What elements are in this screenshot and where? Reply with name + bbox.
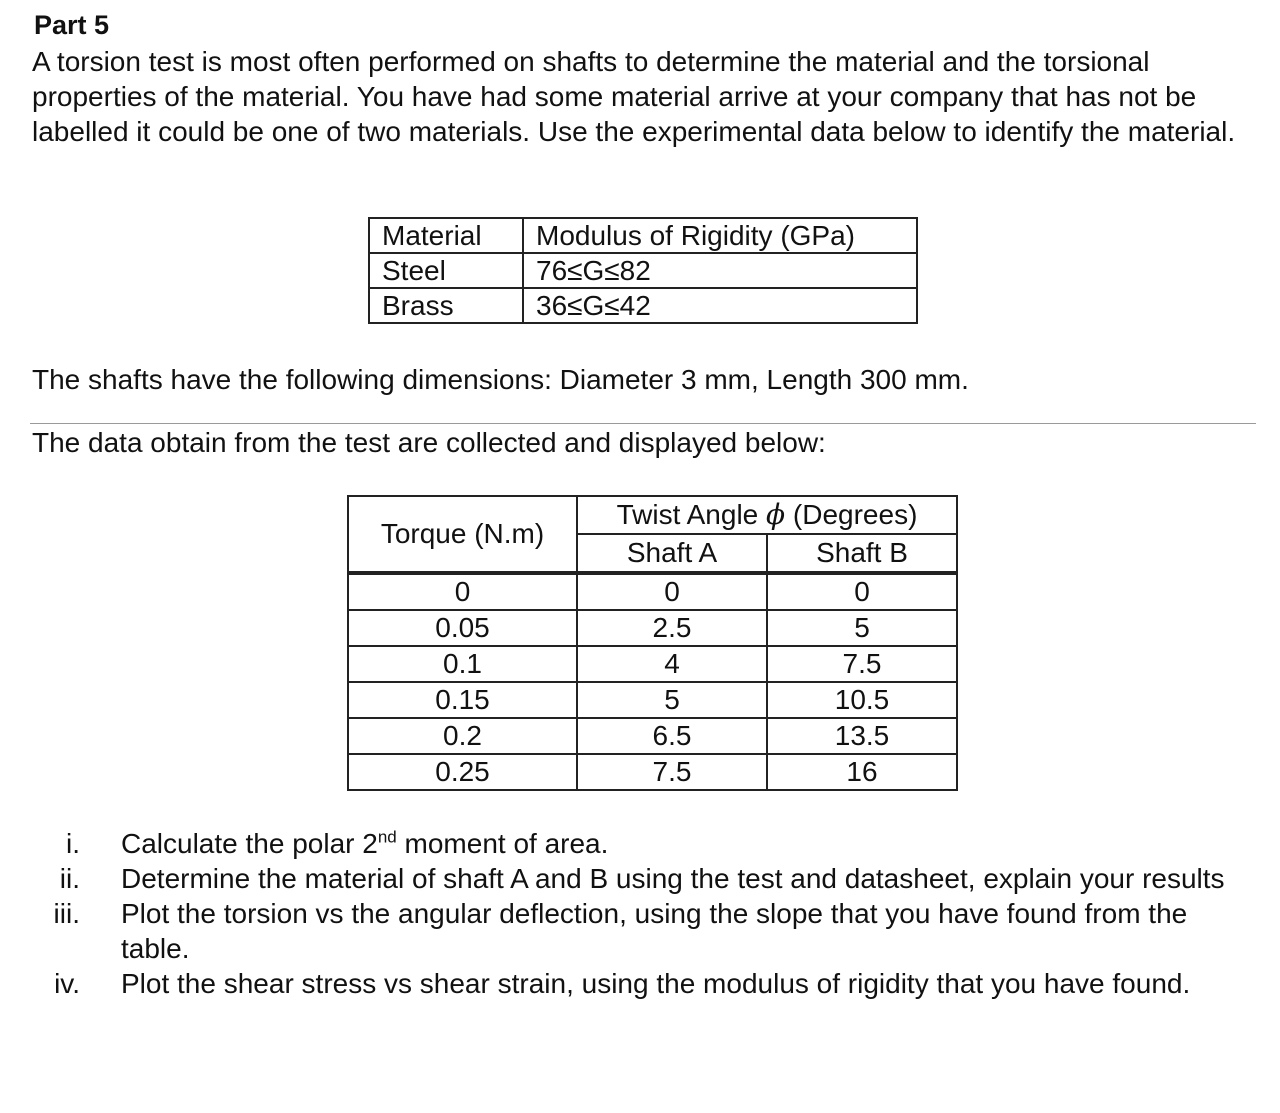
list-item <box>0 966 1280 1001</box>
twist-angle-header <box>577 496 957 534</box>
question-list <box>0 826 1280 1001</box>
table-cell: 6.5 <box>577 718 767 754</box>
table-cell: 7.5 <box>577 754 767 790</box>
table-cell: 0 <box>348 573 577 610</box>
materials-header-material: Material <box>369 218 523 253</box>
table-row <box>348 610 957 646</box>
list-item-text <box>121 966 1251 1001</box>
table-row <box>348 646 957 682</box>
materials-cell: Brass <box>369 288 523 323</box>
table-cell: 0 <box>767 573 957 610</box>
table-cell: 0 <box>577 573 767 610</box>
table-cell: 13.5 <box>767 718 957 754</box>
materials-cell: Steel <box>369 253 523 288</box>
data-intro-text: The data obtain from the test are collected and displayed below: <box>32 427 826 458</box>
list-item-number: iv. <box>54 968 80 999</box>
materials-cell: 36≤G≤42 <box>523 288 917 323</box>
table-row <box>348 754 957 790</box>
table-cell: 16 <box>767 754 957 790</box>
phi-symbol: ϕ <box>766 498 786 531</box>
question-text: Plot the torsion vs the angular deflection, using the slope that you have found from the table. <box>121 898 1188 964</box>
table-cell: 0.05 <box>348 610 577 646</box>
list-item-number: ii. <box>59 863 80 894</box>
list-item-text <box>121 896 1251 966</box>
materials-header-row <box>369 218 917 253</box>
shaft-b-header: Shaft B <box>767 534 957 573</box>
dimensions-text: The shafts have the following dimensions: Diameter 3 mm, Length 300 mm. <box>32 364 969 395</box>
list-item-number: iii. <box>53 898 80 929</box>
list-item <box>0 896 1280 966</box>
table-row <box>348 573 957 610</box>
table-cell: 4 <box>577 646 767 682</box>
table-cell: 7.5 <box>767 646 957 682</box>
materials-row <box>369 253 917 288</box>
materials-table <box>368 217 918 324</box>
list-item-text <box>121 861 1251 896</box>
table-row <box>348 682 957 718</box>
data-header-row <box>348 496 957 534</box>
table-cell: 2.5 <box>577 610 767 646</box>
list-item-text <box>121 826 1251 861</box>
table-cell: 0.2 <box>348 718 577 754</box>
table-cell: 0.15 <box>348 682 577 718</box>
materials-cell: 76≤G≤82 <box>523 253 917 288</box>
superscript: nd <box>377 827 397 847</box>
question-text-suffix: moment of area. <box>396 828 609 859</box>
test-data-table <box>347 495 958 791</box>
materials-row <box>369 288 917 323</box>
materials-header-modulus: Modulus of Rigidity (GPa) <box>523 218 917 253</box>
divider <box>30 423 1256 424</box>
list-item <box>0 826 1280 861</box>
twist-header-suffix: (Degrees) <box>792 499 918 530</box>
question-text: Plot the shear stress vs shear strain, using the modulus of rigidity that you have found. <box>121 968 1191 999</box>
list-item <box>0 861 1280 896</box>
table-cell: 5 <box>577 682 767 718</box>
table-cell: 0.1 <box>348 646 577 682</box>
question-text: Calculate the polar 2 <box>121 828 378 859</box>
shaft-a-header: Shaft A <box>577 534 767 573</box>
table-row <box>348 718 957 754</box>
intro-paragraph: A torsion test is most often performed on shafts to determine the material and the torsional properties of the material. You have had some material arrive at your company that has not be labelled it could be one of two materials. Use the experimental data below to identify the material. <box>32 46 1236 147</box>
twist-header-prefix: Twist Angle <box>616 499 759 530</box>
torque-header: Torque (N.m) <box>348 496 577 573</box>
question-text: Determine the material of shaft A and B using the test and datasheet, explain your results <box>121 863 1225 894</box>
table-cell: 5 <box>767 610 957 646</box>
data-rows <box>348 573 957 790</box>
table-cell: 0.25 <box>348 754 577 790</box>
section-heading: Part 5 <box>34 10 110 40</box>
table-cell: 10.5 <box>767 682 957 718</box>
list-item-number: i. <box>66 828 80 859</box>
